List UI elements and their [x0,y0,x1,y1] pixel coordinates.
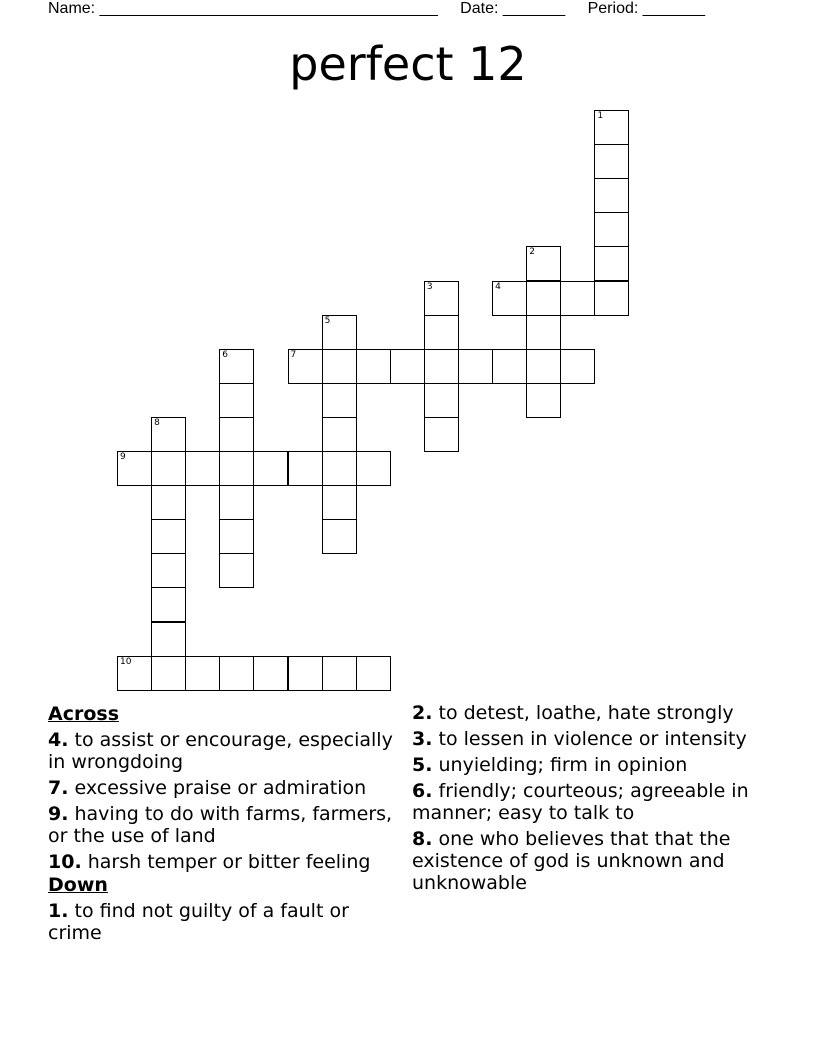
grid-cell[interactable] [288,656,323,691]
grid-cell[interactable] [219,417,254,452]
grid-cell[interactable] [458,349,493,384]
clue-down-5: 5. unyielding; firm in opinion [412,754,688,776]
grid-cell[interactable] [151,656,186,691]
grid-cell[interactable] [492,281,527,316]
grid-cell[interactable] [526,281,561,316]
clue-number: 6 [222,349,229,360]
date-field: Date: _______ [460,0,566,17]
grid-cell[interactable] [117,656,152,691]
clue-down-3: 3. to lessen in violence or intensity [412,728,747,750]
grid-cell[interactable] [322,656,357,691]
across-heading: Across [48,703,120,725]
clues-column-right [412,702,762,894]
grid-cell[interactable] [219,519,254,554]
grid-cell[interactable] [151,622,186,657]
clue-down-6: 6. friendly; courteous; agreeable in manner; easy to talk to [412,780,749,824]
grid-cell[interactable] [356,349,391,384]
clue-across-4: 4. to assist or encourage, especially in wrongdoing [48,729,393,773]
grid-cell[interactable] [322,451,357,486]
grid-cell[interactable] [219,485,254,520]
grid-cell[interactable] [390,349,425,384]
clue-across-7: 7. excessive praise or admiration [48,777,367,799]
grid-cell[interactable] [151,417,186,452]
grid-cell[interactable] [594,212,629,247]
clue-down-2: 2. to detest, loathe, hate strongly [412,702,734,724]
grid-cell[interactable] [219,383,254,418]
grid-cell[interactable] [253,656,288,691]
clue-across-10: 10. harsh temper or bitter feeling [48,851,371,873]
clue-down-8: 8. one who believes that that the existence of god is unknown and unknowable [412,828,731,894]
grid-cell[interactable] [526,246,561,281]
grid-cell[interactable] [424,281,459,316]
grid-cell[interactable] [526,383,561,418]
grid-cell[interactable] [526,349,561,384]
clue-across-9: 9. having to do with farms, farmers, or the use of land [48,803,393,847]
grid-cell[interactable] [219,553,254,588]
grid-cell[interactable] [322,315,357,350]
grid-cell[interactable] [594,178,629,213]
grid-cell[interactable] [424,417,459,452]
clue-number: 10 [120,656,132,667]
grid-cell[interactable] [288,349,323,384]
grid-cell[interactable] [219,349,254,384]
clues-column-left [48,702,398,944]
clue-number: 2 [529,247,535,258]
grid-cell[interactable] [151,519,186,554]
grid-cell[interactable] [594,144,629,179]
grid-cell[interactable] [151,451,186,486]
grid-cell[interactable] [288,451,323,486]
clue-number: 8 [154,417,160,428]
name-field: Name: ______________________________________ [48,0,438,17]
grid-cell[interactable] [594,110,629,145]
grid-cell[interactable] [117,451,152,486]
clue-number: 7 [290,349,297,360]
grid-cell[interactable] [594,246,629,281]
grid-cell[interactable] [560,281,595,316]
grid-cell[interactable] [151,485,186,520]
clue-number: 9 [120,452,126,462]
grid-cell[interactable] [526,315,561,350]
grid-cell[interactable] [492,349,527,384]
clue-down-1: 1. to find not guilty of a fault or crime [48,900,349,944]
grid-cell[interactable] [356,656,391,691]
period-field: Period: _______ [587,0,706,17]
grid-cell[interactable] [185,451,220,486]
grid-cell[interactable] [322,485,357,520]
grid-cell[interactable] [424,349,459,384]
grid-cell[interactable] [151,587,186,622]
clue-number: 5 [324,315,331,326]
grid-cell[interactable] [356,451,391,486]
grid-cell[interactable] [322,519,357,554]
grid-cell[interactable] [424,383,459,418]
puzzle-title: perfect 12 [289,37,527,91]
grid-cell[interactable] [424,315,459,350]
clue-number: 3 [426,281,433,292]
clue-number: 4 [495,281,501,292]
grid-cell[interactable] [219,451,254,486]
grid-cell[interactable] [185,656,220,691]
down-heading: Down [48,874,108,896]
grid-cell[interactable] [560,349,595,384]
grid-cell[interactable] [253,451,288,486]
grid-cell[interactable] [322,417,357,452]
grid-cell[interactable] [322,383,357,418]
grid-cell[interactable] [219,656,254,691]
grid-cell[interactable] [322,349,357,384]
grid-cell[interactable] [594,281,629,316]
grid-cell[interactable] [151,553,186,588]
clue-number: 1 [597,111,604,121]
